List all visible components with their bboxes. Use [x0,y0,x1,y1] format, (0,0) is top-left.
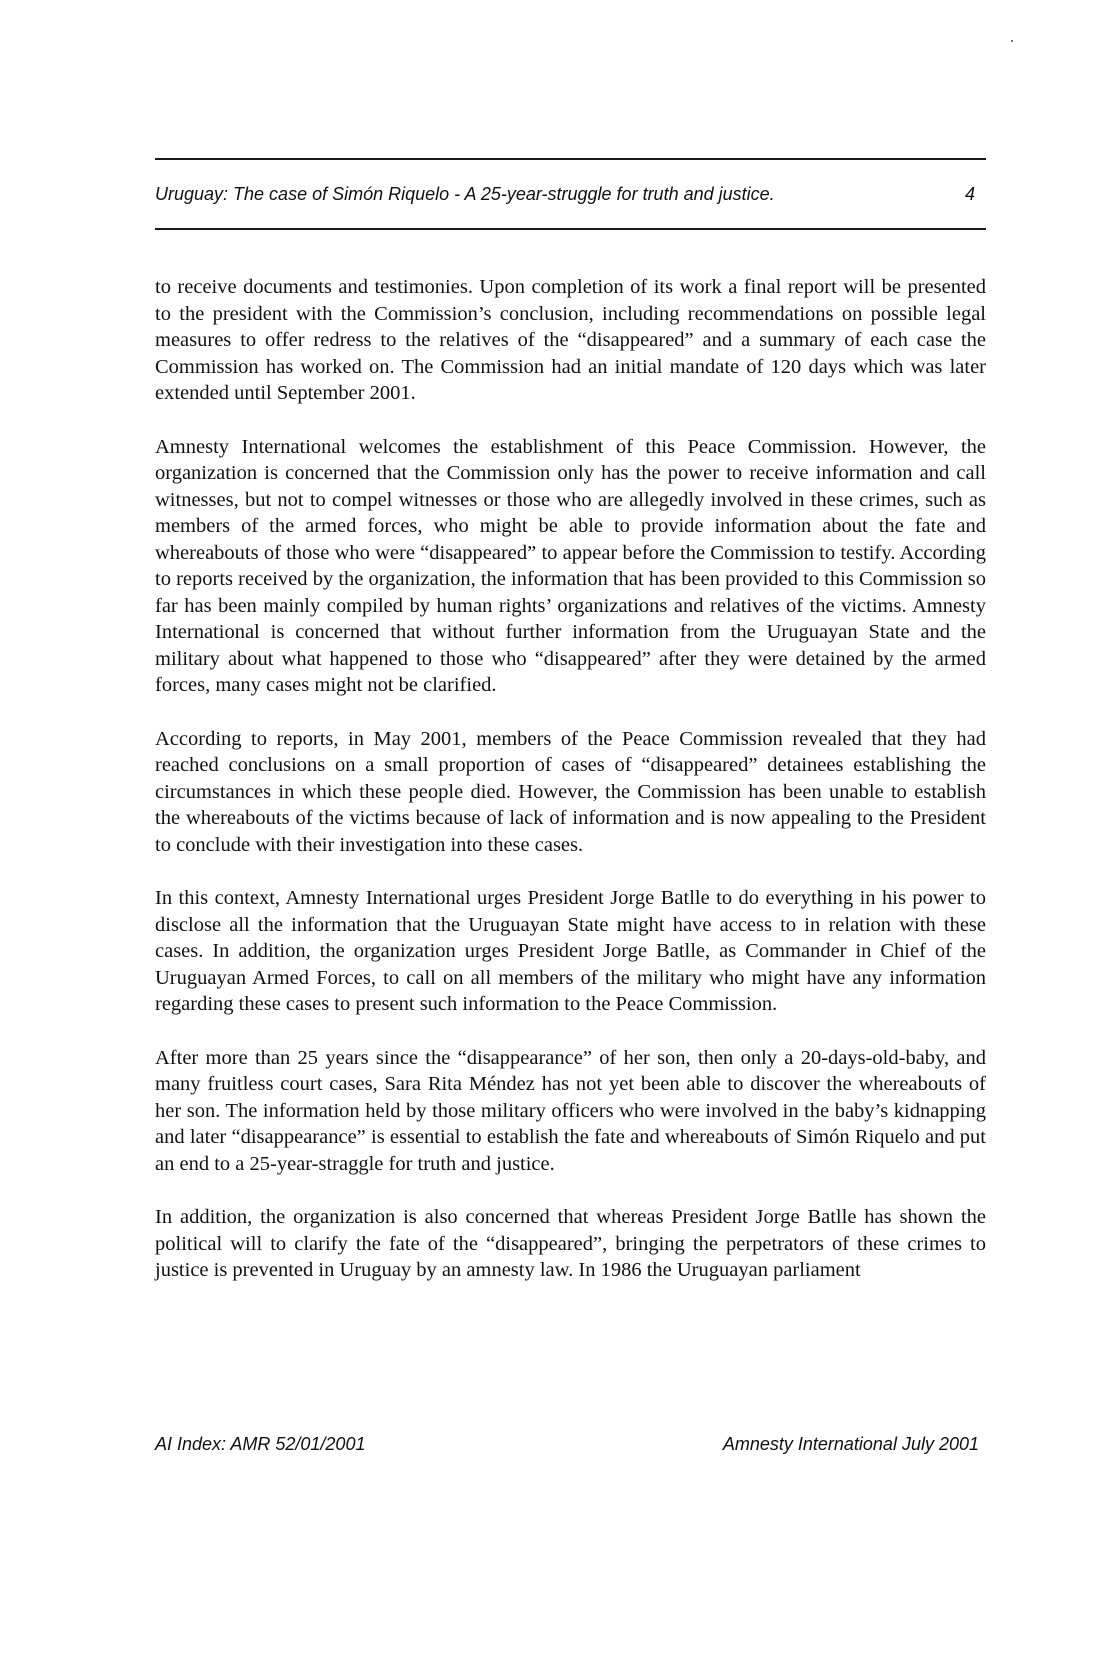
paragraph: to receive documents and testimonies. Upon completion of its work a final report will be presented to the president with the Commission’s conclusion, including recommendations on possible legal measures to offer redress to the relatives of the “disappeared” and a summary of each case the Commission has worked on. The Commission had an initial mandate of 120 days which was later extended until September 2001. [155,276,986,404]
page-footer [155,1434,979,1460]
paragraph: After more than 25 years since the “disappearance” of her son, then only a 20-days-old-baby, and many fruitless court cases, Sara Rita Méndez has not yet been able to discover the whereabouts of her son. The information held by those military officers who were involved in the baby’s kidnapping and later “disappearance” is essential to establish the fate and whereabouts of Simón Riquelo and put an end to a 25-year-straggle for truth and justice. [155,1046,986,1175]
scan-speck [1011,40,1013,42]
running-header [155,184,975,210]
running-header-title: Uruguay: The case of Simón Riquelo - A 25-year-struggle for truth and justice. [155,184,775,204]
header-rule-bottom [155,228,986,230]
paragraph: According to reports, in May 2001, members of the Peace Commission revealed that they had reached conclusions on a small proportion of cases of “disappeared” detainees establishing the circumstances in which these people died. However, the Commission has been unable to establish the whereabouts of the victims because of lack of information and is now appealing to the President to conclude with their investigation into these cases. [155,727,986,856]
paragraph: Amnesty International welcomes the establishment of this Peace Commission. However, the organization is concerned that the Commission only has the power to receive information and call witnesses, but not to compel witnesses or those who are allegedly involved in these crimes, such as members of the armed forces, who might be able to provide information about the fate and whereabouts of those who were “disappeared” to appear before the Commission to testify. According to reports received by the organization, the information that has been provided to this Commission so far has been mainly compiled by human rights’ organizations and relatives of the victims. Amnesty International is concerned that without further information from the Uruguayan State and the military about what happened to those who “disappeared” after they were detained by the armed forces, many cases might not be clarified. [155,435,986,696]
header-rule-top [155,158,986,160]
paragraph: In addition, the organization is also concerned that whereas President Jorge Batlle has shown the political will to clarify the fate of the “disappeared”, bringing the perpetrators of these crimes to justice is prevented in Uruguay by an amnesty law. In 1986 the Uruguayan parliament [155,1206,986,1281]
publisher-date: Amnesty International July 2001 [722,1434,979,1454]
body-text [155,274,986,1311]
paragraph: In this context, Amnesty International urges President Jorge Batlle to do everything in his power to disclose all the information that the Uruguayan State might have access to in relation with these cases. In addition, the organization urges President Jorge Batlle, as Commander in Chief of the Uruguayan Armed Forces, to call on all members of the military who might have any information regarding these cases to present such information to the Peace Commission. [155,887,986,1015]
ai-index: AI Index: AMR 52/01/2001 [155,1434,366,1454]
page-number: 4 [964,184,975,204]
